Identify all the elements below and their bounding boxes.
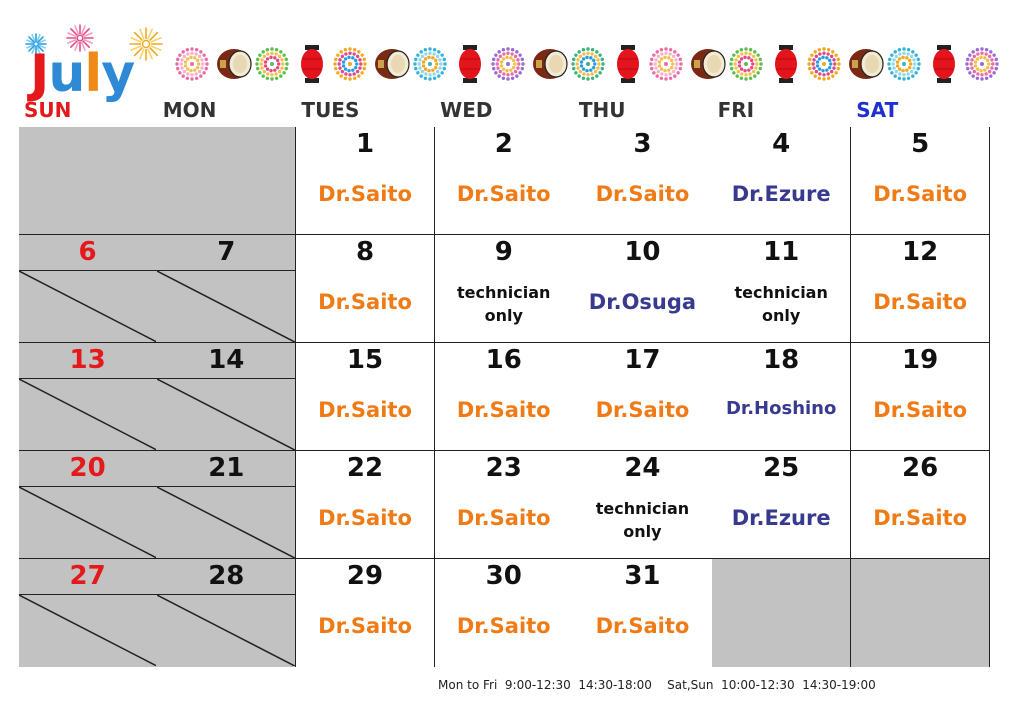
doctor-name: Dr.Saito: [456, 613, 551, 638]
day-number: 3: [633, 128, 652, 159]
day-cell-21: [157, 451, 296, 560]
day-cell-30: [435, 559, 574, 668]
day-cell-1: [296, 127, 435, 236]
day-number: 14: [208, 344, 245, 375]
closed-slash: [19, 595, 157, 666]
firework-icon: [807, 47, 840, 80]
day-number: 4: [772, 128, 791, 159]
day-number: 17: [624, 344, 661, 375]
day-cell-25: [712, 451, 851, 560]
day-cell-9: [435, 235, 574, 344]
day-number: 2: [494, 128, 513, 159]
day-cell-28: [157, 559, 296, 668]
day-number: 24: [624, 452, 661, 483]
day-number: 15: [346, 344, 384, 375]
doctor-name: Dr.Saito: [456, 505, 551, 530]
day-cell-23: [435, 451, 574, 560]
doctor-name: Dr.Ezure: [731, 181, 831, 206]
weekday-fri: FRI: [717, 98, 755, 122]
doctor-name: Dr.Saito: [456, 181, 551, 206]
title-letter: J: [30, 44, 49, 104]
day-cell-15: [296, 343, 435, 452]
doctor-name: Dr.Saito: [595, 613, 690, 638]
closed-slash: [157, 379, 295, 450]
day-cell-4: [712, 127, 851, 236]
day-number: 19: [902, 344, 939, 375]
day-cell-8: [296, 235, 435, 344]
doctor-name: Dr.Saito: [318, 181, 412, 206]
weekday-mon: MON: [162, 98, 217, 122]
doctor-name: Dr.Saito: [873, 181, 967, 206]
taiko-drum-icon: [691, 49, 725, 79]
doctor-name: Dr.Saito: [873, 505, 967, 530]
day-cell-26: [851, 451, 990, 560]
closed-slash: [157, 487, 295, 558]
day-cell-11: [712, 235, 851, 344]
doctor-name: Dr.Saito: [318, 397, 412, 422]
day-cell-10: [573, 235, 712, 344]
doctor-name: Dr.Saito: [318, 289, 412, 314]
doctor-name: Dr.Saito: [873, 397, 967, 422]
month-title: [30, 44, 134, 104]
day-number: 8: [355, 236, 375, 267]
doctor-name: Dr.Saito: [456, 397, 551, 422]
day-cell-17: [573, 343, 712, 452]
doctor-name: Dr.Saito: [595, 397, 690, 422]
empty-cell: [712, 559, 851, 668]
weekday-thu: THU: [578, 98, 626, 122]
doctor-name: Dr.Saito: [595, 181, 690, 206]
technician-only-label: technician only: [734, 282, 828, 325]
firework-icon: [649, 47, 682, 80]
doctor-name: Dr.Hoshino: [725, 397, 837, 419]
day-number: 5: [911, 128, 930, 159]
day-cell-24: [573, 451, 712, 560]
closed-slash: [157, 271, 295, 342]
day-cell-14: [157, 343, 296, 452]
technician-only-label: technician only: [595, 498, 690, 541]
taiko-drum-icon: [375, 49, 409, 79]
weekday-header: [20, 98, 990, 126]
firework-icon: [887, 47, 920, 80]
opening-hours: Mon to Fri 9:00-12:30 14:30-18:00 Sat,Sun 10:00-12:30 14:30-19:00: [438, 678, 876, 692]
weekday-wed: WED: [440, 98, 493, 122]
day-cell-7: [157, 235, 296, 344]
day-cell-2: [435, 127, 574, 236]
weekday-tues: TUES: [301, 98, 360, 122]
taiko-drum-icon: [217, 49, 251, 79]
day-cell-3: [573, 127, 712, 236]
firework-icon: [965, 47, 998, 80]
day-cell-27: [19, 559, 158, 668]
firework-icon: [333, 47, 366, 80]
doctor-name: Dr.Osuga: [588, 289, 697, 314]
day-number: 12: [902, 236, 939, 267]
red-lantern-icon: [775, 45, 797, 83]
firework-icon: [571, 47, 604, 80]
doctor-name: Dr.Saito: [318, 613, 412, 638]
day-number: 10: [624, 236, 661, 267]
day-number: 1: [355, 128, 375, 159]
title-letter: l: [84, 44, 102, 104]
day-number: 22: [346, 452, 384, 483]
day-number: 23: [485, 452, 522, 483]
day-number: 25: [763, 452, 800, 483]
day-number: 13: [69, 344, 106, 375]
day-number: 16: [485, 344, 522, 375]
closed-slash: [19, 379, 157, 450]
day-cell-5: [851, 127, 990, 236]
firework-icon: [255, 47, 288, 80]
day-number: 21: [208, 452, 245, 483]
red-lantern-icon: [933, 45, 955, 83]
red-lantern-icon: [617, 45, 639, 83]
empty-cell: [19, 127, 158, 236]
day-cell-13: [19, 343, 158, 452]
red-lantern-icon: [459, 45, 481, 83]
closed-slash: [19, 487, 157, 558]
day-cell-19: [851, 343, 990, 452]
day-number: 29: [346, 560, 384, 591]
day-cell-6: [19, 235, 158, 344]
day-cell-16: [435, 343, 574, 452]
day-number: 11: [763, 236, 800, 267]
title-letter: u: [48, 44, 85, 104]
day-number: 20: [69, 452, 106, 483]
doctor-name: Dr.Ezure: [731, 505, 831, 530]
firework-icon: [413, 47, 446, 80]
empty-cell: [851, 559, 990, 668]
day-number: 18: [763, 344, 800, 375]
day-cell-22: [296, 451, 435, 560]
doctor-name: Dr.Saito: [318, 505, 412, 530]
firework-icon: [491, 47, 524, 80]
firework-icon: [729, 47, 762, 80]
closed-slash: [157, 595, 295, 666]
taiko-drum-icon: [533, 49, 567, 79]
day-number: 6: [78, 236, 97, 267]
doctor-name: Dr.Saito: [873, 289, 967, 314]
weekday-sun: SUN: [24, 98, 72, 122]
firework-icon: [175, 47, 208, 80]
weekday-sat: SAT: [856, 98, 899, 122]
day-number: 26: [902, 452, 939, 483]
day-number: 28: [208, 560, 245, 591]
day-cell-18: [712, 343, 851, 452]
day-cell-12: [851, 235, 990, 344]
day-number: 9: [494, 236, 513, 267]
title-letter: y: [101, 44, 135, 104]
closed-slash: [19, 271, 157, 342]
day-cell-29: [296, 559, 435, 668]
calendar-grid: [19, 127, 990, 667]
firework-icon: [130, 28, 162, 60]
empty-cell: [157, 127, 296, 236]
day-number: 27: [69, 560, 106, 591]
red-lantern-icon: [301, 45, 323, 83]
technician-only-label: technician only: [457, 282, 551, 325]
day-number: 7: [217, 236, 236, 267]
day-number: 31: [624, 560, 661, 591]
day-number: 30: [485, 560, 522, 591]
day-cell-31: [573, 559, 712, 668]
day-cell-20: [19, 451, 158, 560]
festival-decoration-banner: [20, 20, 1010, 110]
taiko-drum-icon: [849, 49, 883, 79]
